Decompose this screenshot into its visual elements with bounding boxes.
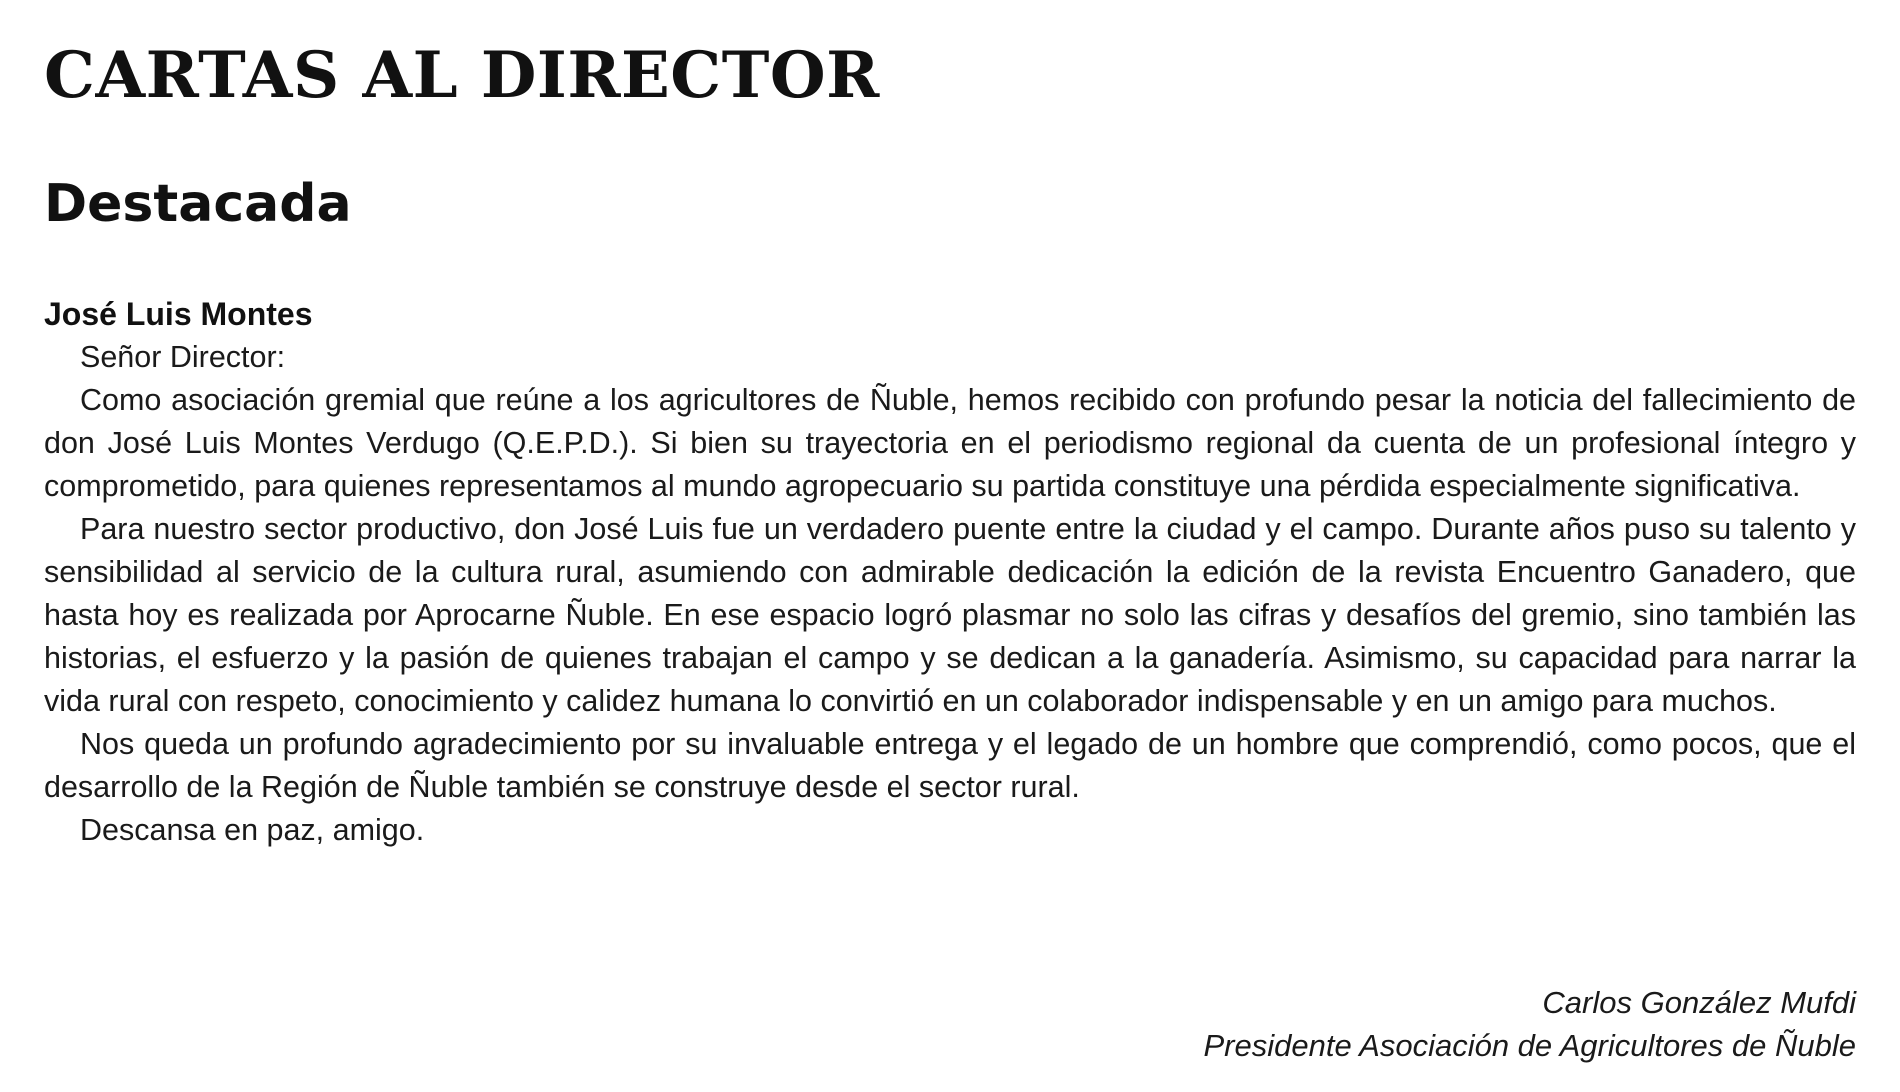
letter-paragraph: Nos queda un profundo agradecimiento por su invaluable entrega y el legado de un hombre que comprendió, como pocos, que el desarrollo de la Región de Ñuble también se construye desde el sector rural. xyxy=(44,727,1856,804)
letter-author: José Luis Montes xyxy=(44,296,313,332)
signature-name: Carlos González Mufdi xyxy=(1542,985,1856,1020)
letter-closing: Descansa en paz, amigo. xyxy=(80,813,425,847)
signature-title: Presidente Asociación de Agricultores de Ñuble xyxy=(1203,1028,1856,1063)
letters-page xyxy=(44,0,1856,1092)
letter-paragraph: Como asociación gremial que reúne a los agricultores de Ñuble, hemos recibido con profundo pesar la noticia del fallecimiento de don José Luis Montes Verdugo (Q.E.P.D.). Si bien su trayectoria en el periodismo regional da cuenta de un profesional íntegro y comprometido, para quienes representamos al mundo agropecuario su partida constituye una pérdida especialmente significativa. xyxy=(44,383,1856,503)
letter-paragraph: Para nuestro sector productivo, don José Luis fue un verdadero puente entre la ciudad y el campo. Durante años puso su talento y sensibilidad al servicio de la cultura rural, asumiendo con admirable dedicación la edición de la revista Encuentro Ganadero, que hasta hoy es realizada por Aprocarne Ñuble. En ese espacio logró plasmar no solo las cifras y desafíos del gremio, sino también las historias, el esfuerzo y la pasión de quienes trabajan el campo y se dedican a la ganadería. Asimismo, su capacidad para narrar la vida rural con respeto, conocimiento y calidez humana lo convirtió en un colaborador indispensable y en un amigo para muchos. xyxy=(44,512,1856,718)
letter-salutation: Señor Director: xyxy=(80,340,286,374)
letter-signature xyxy=(1203,981,1856,1067)
letter-body xyxy=(44,336,1856,852)
subsection-title: Destacada xyxy=(44,174,352,234)
section-title: CARTAS AL DIRECTOR xyxy=(44,38,880,113)
